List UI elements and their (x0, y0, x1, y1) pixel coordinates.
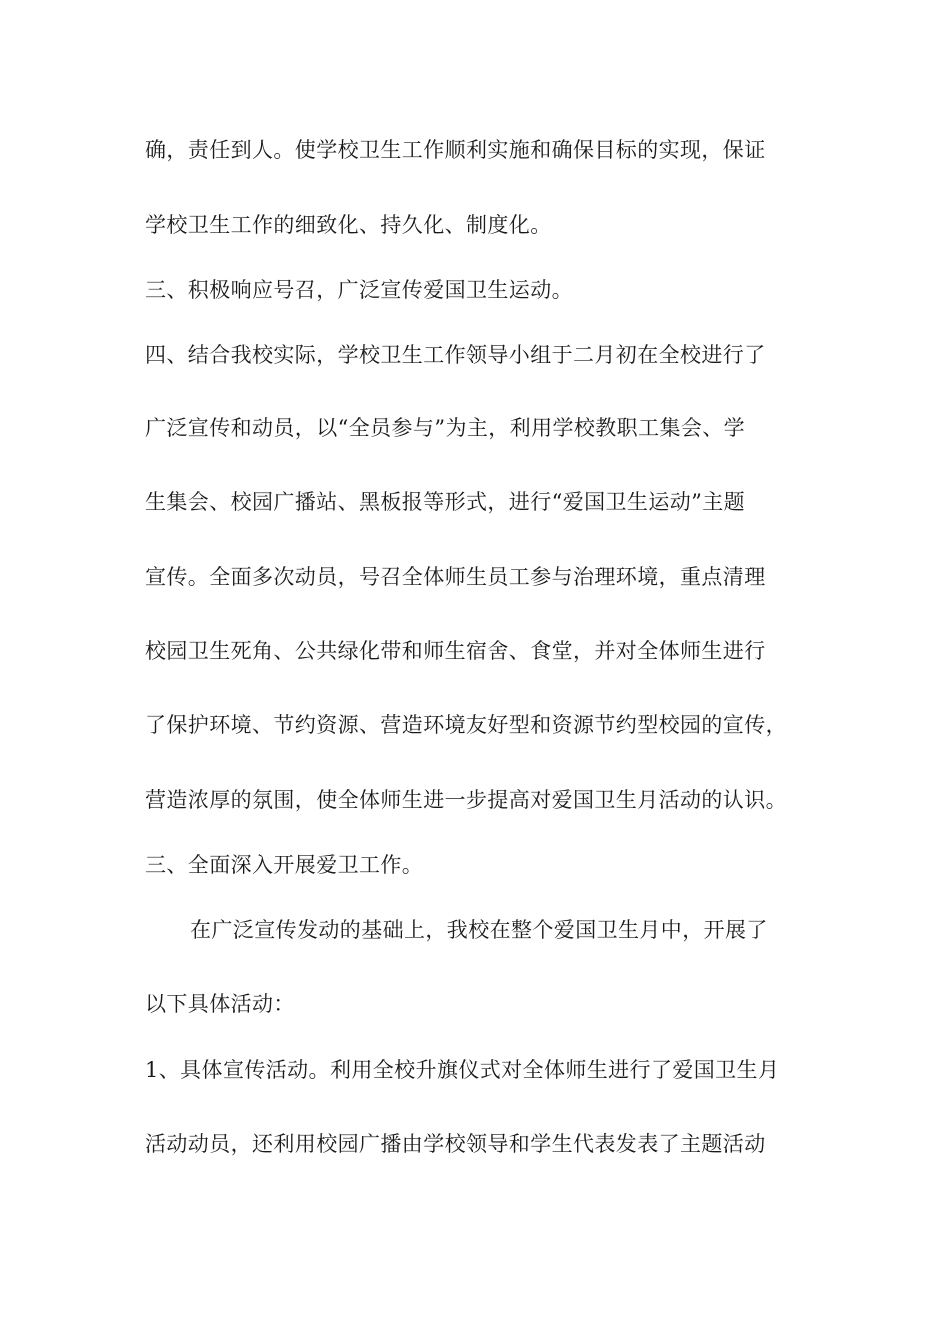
body-text-line: 在广泛宣传发动的基础上，我校在整个爱国卫生月中，开展了 (190, 918, 768, 942)
body-text-line: 活动动员，还利用校园广播由学校领导和学生代表发表了主题活动 (145, 1132, 766, 1156)
body-text-line: 四、结合我校实际，学校卫生工作领导小组于二月初在全校进行了 (145, 343, 766, 367)
body-text-line: 了保护环境、节约资源、营造环境友好型和资源节约型校园的宣传， (145, 713, 787, 737)
body-text-line: 以下具体活动： (145, 992, 295, 1016)
body-text-line: 校园卫生死角、公共绿化带和师生宿舍、食堂，并对全体师生进行 (145, 639, 766, 663)
body-text-line: 广泛宣传和动员，以“全员参与”为主，利用学校教职工集会、学 (145, 416, 746, 440)
body-text-line: 营造浓厚的氛围，使全体师生进一步提高对爱国卫生月活动的认识。 (145, 788, 787, 812)
section-heading: 三、全面深入开展爱卫工作。 (145, 853, 424, 877)
body-text-line: 宣传。全面多次动员，号召全体师生员工参与治理环境，重点清理 (145, 565, 766, 589)
section-heading: 三、积极响应号召，广泛宣传爱国卫生运动。 (145, 278, 573, 302)
body-text-line: 确，责任到人。使学校卫生工作顺利实施和确保目标的实现，保证 (145, 138, 766, 162)
body-text-line: 学校卫生工作的细致化、持久化、制度化。 (145, 213, 552, 237)
body-text-line: 生集会、校园广播站、黑板报等形式，进行“爱国卫生运动”主题 (145, 490, 746, 514)
list-item: 1、具体宣传活动。利用全校升旗仪式对全体师生进行了爱国卫生月 (145, 1058, 780, 1082)
